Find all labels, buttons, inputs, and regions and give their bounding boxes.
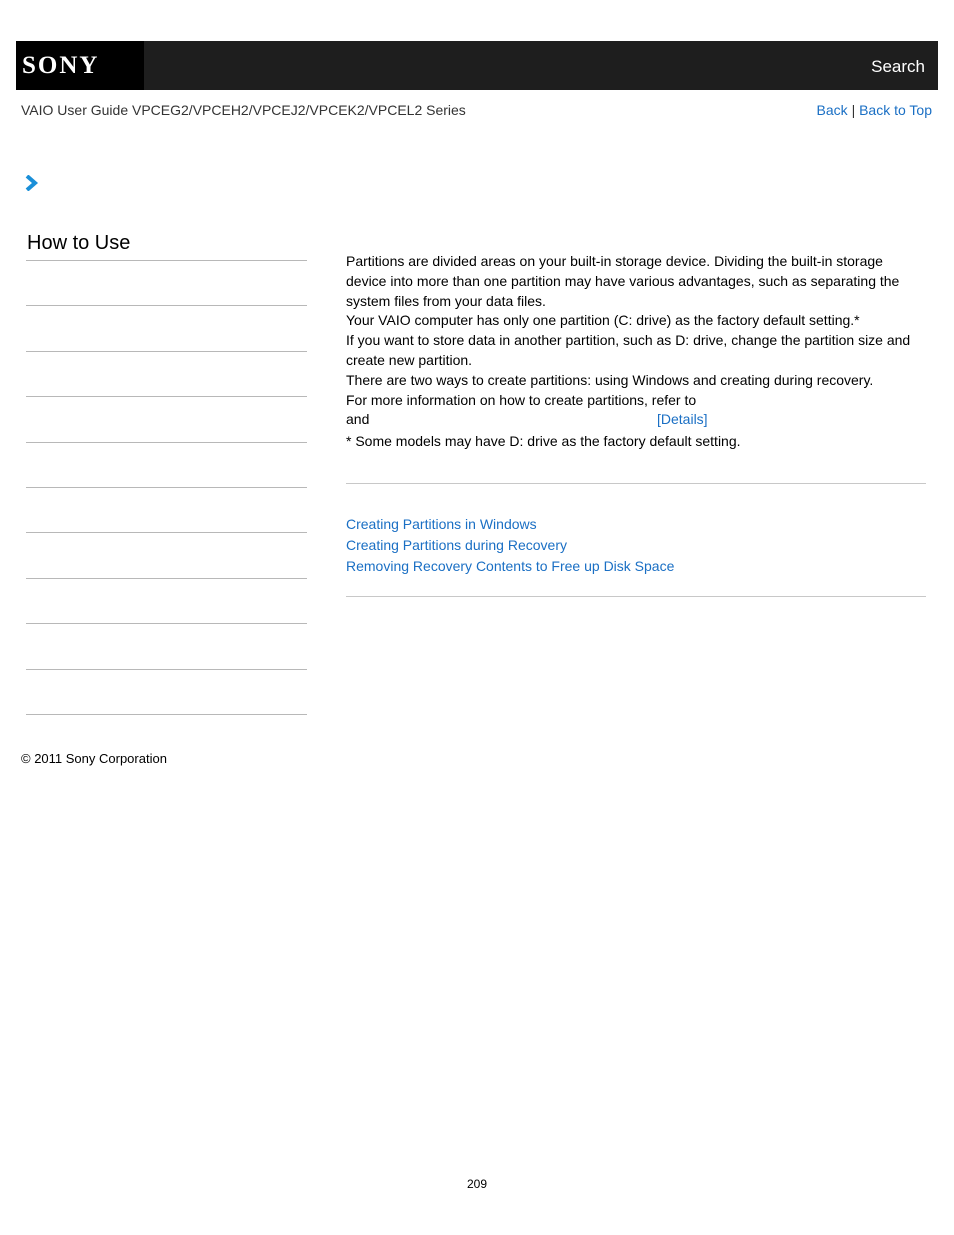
main-content bbox=[346, 252, 926, 452]
sidebar-item[interactable] bbox=[26, 532, 307, 577]
top-navigation bbox=[817, 102, 932, 118]
details-link[interactable]: [Details] bbox=[657, 411, 708, 428]
divider-top bbox=[346, 483, 926, 484]
page-number: 209 bbox=[466, 1177, 488, 1191]
related-link-recovery[interactable]: Creating Partitions during Recovery bbox=[346, 537, 567, 553]
copyright: © 2011 Sony Corporation bbox=[21, 751, 167, 766]
header-bar bbox=[16, 41, 938, 90]
section-title: How to Use bbox=[27, 232, 131, 254]
paragraph-details-line bbox=[346, 410, 926, 430]
footnote: * Some models may have D: drive as the factory default setting. bbox=[346, 433, 741, 450]
sidebar-item[interactable] bbox=[26, 260, 307, 305]
sidebar-item[interactable] bbox=[26, 351, 307, 396]
related-link-remove-recovery[interactable]: Removing Recovery Contents to Free up Disk Space bbox=[346, 558, 675, 574]
back-to-top-link[interactable]: Back to Top bbox=[859, 102, 932, 118]
paragraph-more-info: For more information on how to create partitions, refer to bbox=[346, 391, 697, 408]
related-link-windows[interactable]: Creating Partitions in Windows bbox=[346, 516, 537, 532]
sidebar-nav bbox=[26, 260, 307, 715]
related-topics bbox=[346, 514, 674, 577]
paragraph-two-ways: There are two ways to create partitions: using Windows and creating during recovery. bbox=[346, 371, 874, 388]
paragraph-store-data: If you want to store data in another partition, such as D: drive, change the partition size and create new partition. bbox=[346, 332, 911, 368]
paragraph-default-partition: Your VAIO computer has only one partition (C: drive) as the factory default setting.* bbox=[346, 312, 860, 329]
sidebar-divider bbox=[26, 714, 307, 715]
sidebar-item[interactable] bbox=[26, 669, 307, 714]
sidebar-item[interactable] bbox=[26, 578, 307, 623]
paragraph-intro: Partitions are divided areas on your built-in storage device. Dividing the built-in storage device into more than one partition may have various advantages, such as separating the system files from your data files. bbox=[346, 253, 900, 309]
sidebar-item[interactable] bbox=[26, 623, 307, 668]
and-text: and bbox=[346, 411, 370, 428]
back-link[interactable]: Back bbox=[816, 102, 848, 118]
brand-logo[interactable] bbox=[16, 41, 144, 90]
divider-bottom bbox=[346, 596, 926, 597]
nav-separator: | bbox=[851, 102, 856, 118]
guide-title: VAIO User Guide VPCEG2/VPCEH2/VPCEJ2/VPCEK2/VPCEL2 Series bbox=[21, 102, 466, 118]
sidebar-item[interactable] bbox=[26, 305, 307, 350]
sidebar-item[interactable] bbox=[26, 396, 307, 441]
sidebar-item[interactable] bbox=[26, 487, 307, 532]
sony-logo-text: SONY bbox=[22, 52, 100, 79]
sidebar-item[interactable] bbox=[26, 442, 307, 487]
search-link[interactable]: Search bbox=[871, 57, 925, 76]
chevron-right-icon bbox=[25, 175, 39, 191]
